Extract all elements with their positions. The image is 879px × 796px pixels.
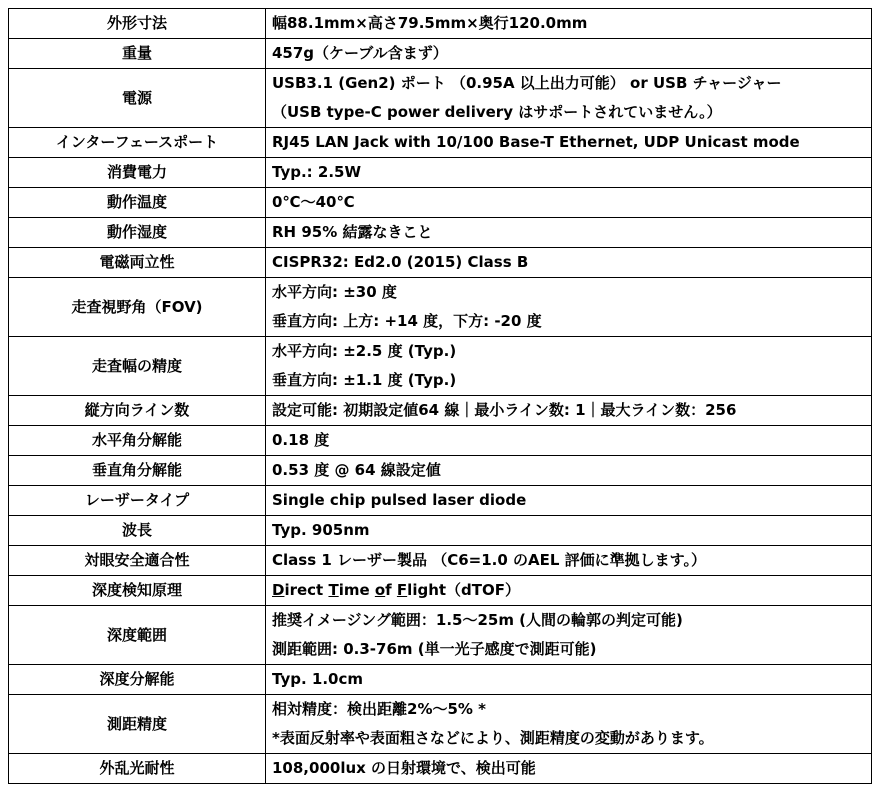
row-value <box>266 606 872 665</box>
value-line: 測距範囲: 0.3-76m (単一光子感度で測距可能) <box>272 640 597 658</box>
row-label: 電源 <box>9 69 266 128</box>
value-line: *表面反射率や表面粗さなどにより、測距精度の変動があります。 <box>272 729 714 747</box>
table-row <box>9 396 872 426</box>
row-value <box>266 576 872 606</box>
table-row <box>9 248 872 278</box>
row-value <box>266 546 872 576</box>
row-label: 波長 <box>9 516 266 546</box>
row-value <box>266 426 872 456</box>
dtof-word-rest: irect <box>284 581 329 599</box>
value-line: （USB type-C power delivery はサポートされていません。） <box>272 103 722 121</box>
value-line: 457g（ケーブル含まず） <box>272 44 448 62</box>
row-label: 動作湿度 <box>9 218 266 248</box>
row-label: 縦方向ライン数 <box>9 396 266 426</box>
row-label: 走査視野角（FOV) <box>9 278 266 337</box>
value-line: USB3.1 (Gen2) ポート （0.95A 以上出力可能） or USB チャージャー <box>272 74 782 92</box>
row-label: 深度分解能 <box>9 665 266 695</box>
value-line: 水平方向: ±2.5 度 (Typ.) <box>272 342 457 360</box>
value-line: 水平方向: ±30 度 <box>272 283 397 301</box>
row-label: 重量 <box>9 39 266 69</box>
table-row <box>9 486 872 516</box>
row-label: 垂直角分解能 <box>9 456 266 486</box>
dtof-initial-t: T <box>328 581 339 599</box>
row-value <box>266 337 872 396</box>
row-label: 深度範囲 <box>9 606 266 665</box>
value-line: Typ. 1.0cm <box>272 670 363 688</box>
row-value <box>266 39 872 69</box>
dtof-abbreviation: （dTOF） <box>446 581 521 599</box>
table-row <box>9 546 872 576</box>
table-row <box>9 456 872 486</box>
table-row <box>9 426 872 456</box>
value-line: Class 1 レーザー製品 （C6=1.0 のAEL 評価に準拠します。） <box>272 551 706 569</box>
row-label: 対眼安全適合性 <box>9 546 266 576</box>
row-label: 水平角分解能 <box>9 426 266 456</box>
spec-sheet <box>8 8 872 784</box>
value-line: 0.53 度 @ 64 線設定値 <box>272 461 441 479</box>
table-row <box>9 665 872 695</box>
dtof-value-line <box>272 576 867 605</box>
value-line: Single chip pulsed laser diode <box>272 491 527 509</box>
row-value <box>266 754 872 784</box>
row-value <box>266 456 872 486</box>
table-row <box>9 188 872 218</box>
row-value <box>266 486 872 516</box>
row-value <box>266 188 872 218</box>
table-row <box>9 158 872 188</box>
table-row <box>9 9 872 39</box>
value-line: 0℃～40℃ <box>272 193 355 211</box>
value-line: RJ45 LAN Jack with 10/100 Base-T Ethernet, UDP Unicast mode <box>272 133 800 151</box>
row-label: 外形寸法 <box>9 9 266 39</box>
value-line: 0.18 度 <box>272 431 330 449</box>
table-row <box>9 39 872 69</box>
row-label: 動作温度 <box>9 188 266 218</box>
row-label: 測距精度 <box>9 695 266 754</box>
row-label: 走査幅の精度 <box>9 337 266 396</box>
row-label: 消費電力 <box>9 158 266 188</box>
dtof-initial-o: o <box>374 581 386 599</box>
value-line: Typ. 905nm <box>272 521 370 539</box>
row-value <box>266 158 872 188</box>
spec-table <box>8 8 872 784</box>
value-line: 推奨イメージング範囲：1.5～25m (人間の輪郭の判定可能) <box>272 611 683 629</box>
value-line: 幅88.1mm×高さ79.5mm×奥行120.0mm <box>272 14 588 32</box>
table-row <box>9 516 872 546</box>
dtof-word-rest: f <box>385 581 397 599</box>
row-label: 電磁両立性 <box>9 248 266 278</box>
row-value <box>266 218 872 248</box>
row-value <box>266 69 872 128</box>
dtof-word-rest: ime <box>338 581 375 599</box>
table-row <box>9 695 872 754</box>
row-value <box>266 248 872 278</box>
value-line: 108,000lux の日射環境で、検出可能 <box>272 759 536 777</box>
row-value <box>266 396 872 426</box>
table-row <box>9 69 872 128</box>
value-line: 相対精度：検出距離2%～5% * <box>272 700 487 718</box>
row-value <box>266 9 872 39</box>
dtof-initial-f: F <box>396 581 408 599</box>
table-row <box>9 606 872 665</box>
row-label: 深度検知原理 <box>9 576 266 606</box>
row-value <box>266 278 872 337</box>
row-label: インターフェースポート <box>9 128 266 158</box>
value-line: CISPR32: Ed2.0 (2015) Class B <box>272 253 529 271</box>
row-label: 外乱光耐性 <box>9 754 266 784</box>
value-line: 垂直方向: ±1.1 度 (Typ.) <box>272 371 457 389</box>
row-label: レーザータイプ <box>9 486 266 516</box>
table-row <box>9 128 872 158</box>
table-row <box>9 218 872 248</box>
dtof-word-rest: light <box>407 581 447 599</box>
row-value <box>266 695 872 754</box>
dtof-initial-d: D <box>272 581 285 599</box>
table-row <box>9 576 872 606</box>
value-line: 垂直方向: 上方: +14 度，下方: -20 度 <box>272 312 542 330</box>
value-line: RH 95% 結露なきこと <box>272 223 433 241</box>
table-row <box>9 754 872 784</box>
row-value <box>266 665 872 695</box>
table-row <box>9 278 872 337</box>
row-value <box>266 516 872 546</box>
value-line: Typ.: 2.5W <box>272 163 362 181</box>
value-line: 設定可能: 初期設定値64 線｜最小ライン数: 1｜最大ライン数：256 <box>272 401 737 419</box>
row-value <box>266 128 872 158</box>
table-row <box>9 337 872 396</box>
